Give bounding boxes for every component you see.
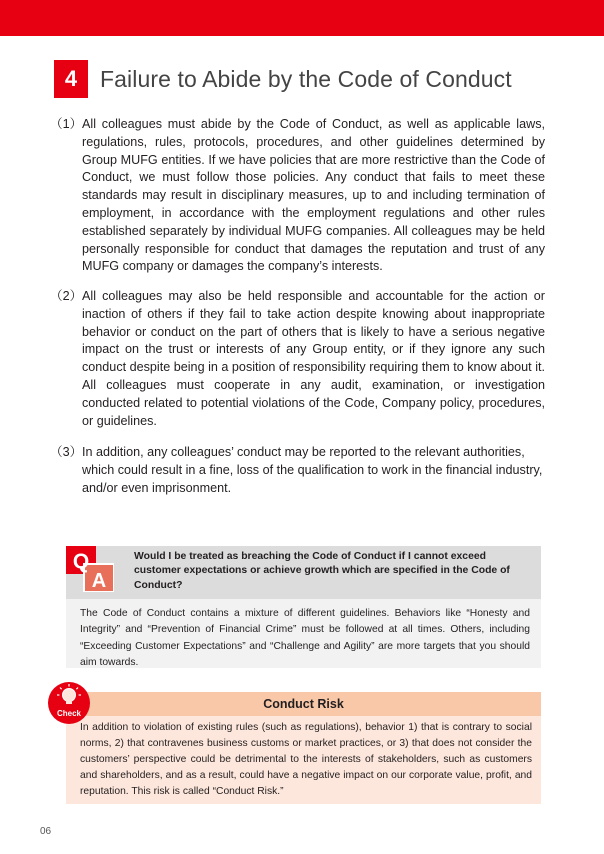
paragraph-1 xyxy=(50,116,545,276)
qa-icon xyxy=(66,546,114,592)
qa-icon-q: Q xyxy=(72,550,90,573)
paragraph-text: All colleagues must abide by the Code of Conduct, as well as applicable laws, regulations, rules, protocols, procedures, and other guidelines determined by Group MUFG entities. If we have policies that are more restrictive than the Code of Conduct, we must follow those policies. Any conduct that fails to meet these standards may result in disciplinary measures, up to and including termination of employment, in accordance with the employment regulations and other rules established separately by individual MUFG companies. All colleagues may be held personally responsible for conduct that damages the reputation and trust of any MUFG company or damages the company’s interests. xyxy=(82,117,545,274)
section-title: Failure to Abide by the Code of Conduct xyxy=(100,65,512,92)
paragraph-3 xyxy=(50,444,545,497)
check-lightbulb-icon xyxy=(47,681,91,725)
qa-box xyxy=(66,546,541,668)
paragraph-text: In addition, any colleagues’ conduct may be reported to the relevant authorities, which could result in a fine, loss of the qualification to work in the financial industry, and/or even imprisonment. xyxy=(82,445,543,495)
header-red-bar xyxy=(0,0,604,36)
paragraph-2 xyxy=(50,288,545,430)
section-number: 4 xyxy=(54,60,88,98)
paragraph-number: （3） xyxy=(50,445,83,459)
paragraph-text: All colleagues may also be held responsible and accountable for the action or inaction of others if they fail to take action despite knowing about inappropriate behavior or conduct on the part of others that is likely to have a serious negative impact on the trust or interests of any Group entity, or if they ignore any such conduct despite being in a position of responsibility requiring them to know about it. All colleagues must cooperate in any audit, examination, or investigation conducted related to potential violations of the Code, Company policy, procedures, or guidelines. xyxy=(82,289,545,428)
conduct-risk-text: In addition to violation of existing rules (such as regulations), behavior 1) that is contrary to social norms, 2) that contravenes business customs or market practices, or 3) that does not consider the customers’ perspective could be detrimental to the interests of stakeholders, such as customers and shareholders, and as a result, could have a negative impact on our corporate value, profit, and reputation. This risk is called “Conduct Risk.” xyxy=(80,722,532,797)
paragraph-number: （2） xyxy=(50,289,83,303)
conduct-risk-box xyxy=(66,692,541,804)
conduct-risk-panel xyxy=(66,716,541,804)
paragraph-number: （1） xyxy=(50,117,83,131)
conduct-risk-title: Conduct Risk xyxy=(66,692,541,716)
qa-icon-a: A xyxy=(91,570,107,592)
qa-question: Would I be treated as breaching the Code of Conduct if I cannot exceed customer expectations or achieve growth which are specified in the Code of Conduct? xyxy=(134,551,510,591)
qa-answer-panel xyxy=(66,599,541,668)
check-badge-label: Check xyxy=(56,709,82,718)
qa-question-panel xyxy=(66,546,541,599)
page-number: 06 xyxy=(40,826,52,837)
section-header xyxy=(54,60,512,98)
qa-answer: The Code of Conduct contains a mixture of different guidelines. Behaviors like “Honesty and Integrity” and “Prevention of Financial Crime” must be followed at all times. Others, including “Exceeding Customer Expectations” and “Challenge and Agility” are more targets that you should aim towards. xyxy=(80,608,530,668)
